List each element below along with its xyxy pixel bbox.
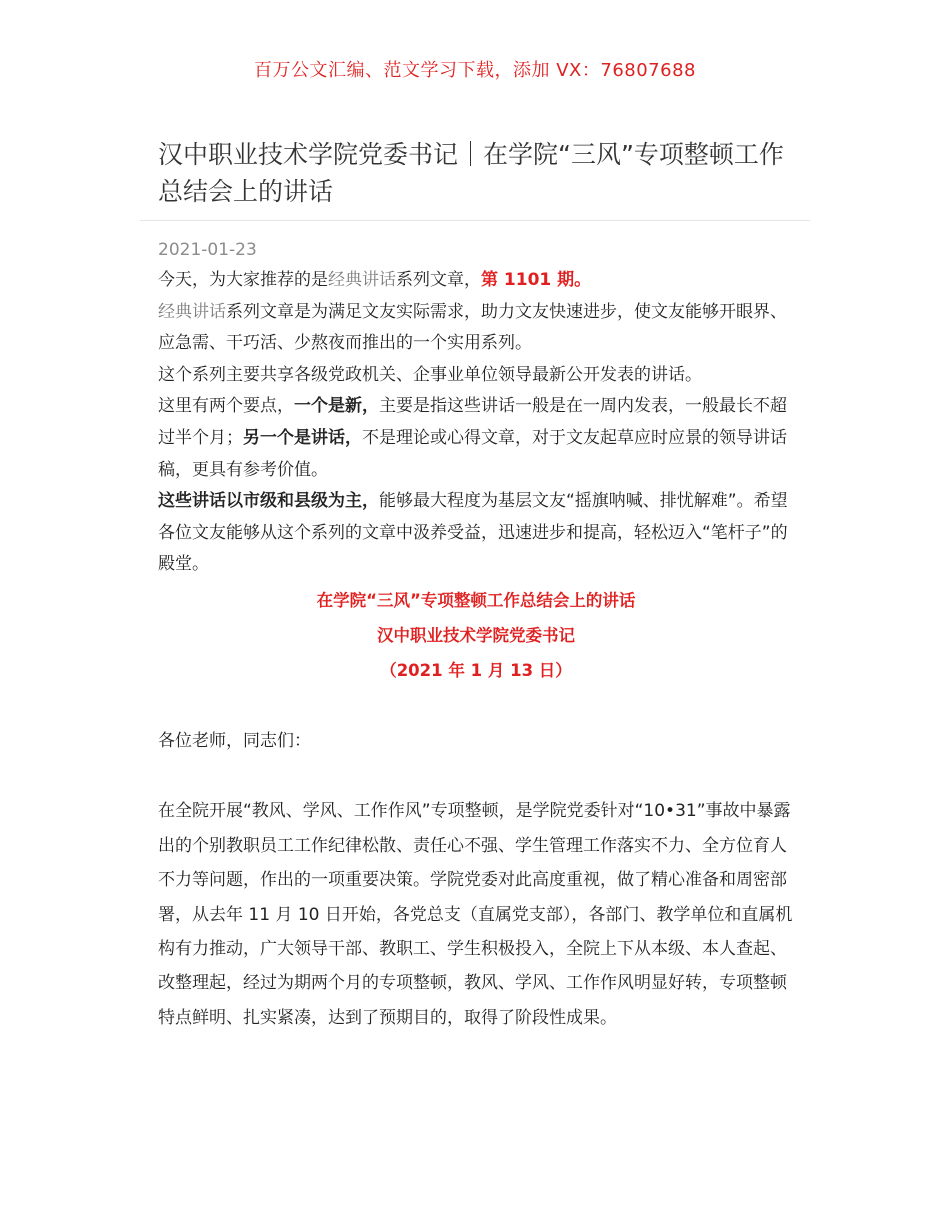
intro-paragraph-5 xyxy=(158,486,794,581)
speech-greeting: 各位老师，同志们： xyxy=(158,730,311,751)
title-divider xyxy=(140,220,810,221)
intro-text: 主要是指这些讲话一般是在一周内发表，一般最长不超过半个月； xyxy=(158,396,787,448)
spacer xyxy=(158,688,794,724)
intro-paragraph-4 xyxy=(158,391,794,486)
speech-speaker: 汉中职业技术学院党委书记 xyxy=(377,625,575,645)
intro-text: 这里有两个要点， xyxy=(158,396,294,417)
key-point: 另一个是讲话， xyxy=(243,427,362,448)
publish-date: 2021-01-23 xyxy=(158,240,257,260)
intro-paragraph-3: 这个系列主要共享各级党政机关、企事业单位领导最新公开发表的讲话。 xyxy=(158,364,702,385)
speech-paragraph-1: 在全院开展“教风、学风、工作作风”专项整顿，是学院党委针对“10•31”事故中暴露出的个别教职员工工作纪律松散、责任心不强、学生管理工作落实不力、全方位育人不力等问题，作出的一项重要决策。学院党委对此高度重视，做了精心准备和周密部署，从去年 11 月 10 日开始，各党总支（直属党支部），各部门、教学单位和直属机构有力推动，广大领导干部、教职工、学生积极投入，全院上下从本级、本人查起、改整理起，经过为期两个月的专项整顿，教风、学风、工作作风明显好转，专项整顿特点鲜明、扎实紧凑，达到了预期目的，取得了阶段性成果。 xyxy=(158,801,793,1028)
intro-paragraph-2 xyxy=(158,297,794,360)
series-name: 经典讲话 xyxy=(328,270,396,290)
key-point: 一个是新， xyxy=(294,396,379,417)
intro-text: 今天，为大家推荐的是 xyxy=(158,270,328,290)
series-name: 经典讲话 xyxy=(158,301,226,322)
article-body xyxy=(158,265,794,1035)
intro-paragraph-1 xyxy=(158,265,794,297)
intro-text: 系列文章是为满足文友实际需求，助力文友快速进步，使文友能够开眼界、应急需、干巧活、少熬夜而推出的一个实用系列。 xyxy=(158,301,787,354)
intro-text: 能够最大程度为基层文友“摇旗呐喊、排忧解难”。希望各位文友能够从这个系列的文章中汲养受益，迅速进步和提高，轻松迈入“笔杆子”的殿堂。 xyxy=(158,491,788,575)
article-title: 汉中职业技术学院党委书记｜在学院“三风”专项整顿工作总结会上的讲话 xyxy=(158,140,784,206)
key-point: 这些讲话以市级和县级为主， xyxy=(158,491,379,512)
intro-text: 不是理论或心得文章，对于文友起草应时应景的领导讲话稿，更具有参考价值。 xyxy=(158,427,787,480)
issue-number: 第 1101 期。 xyxy=(481,270,592,290)
speech-title: 在学院“三风”专项整顿工作总结会上的讲话 xyxy=(316,590,636,610)
speech-date: （2021 年 1 月 13 日） xyxy=(380,660,572,680)
promo-banner: 百万公文汇编、范文学习下载，添加 VX：76807688 xyxy=(254,60,696,81)
intro-text: 系列文章， xyxy=(396,270,481,290)
spacer xyxy=(158,758,794,794)
